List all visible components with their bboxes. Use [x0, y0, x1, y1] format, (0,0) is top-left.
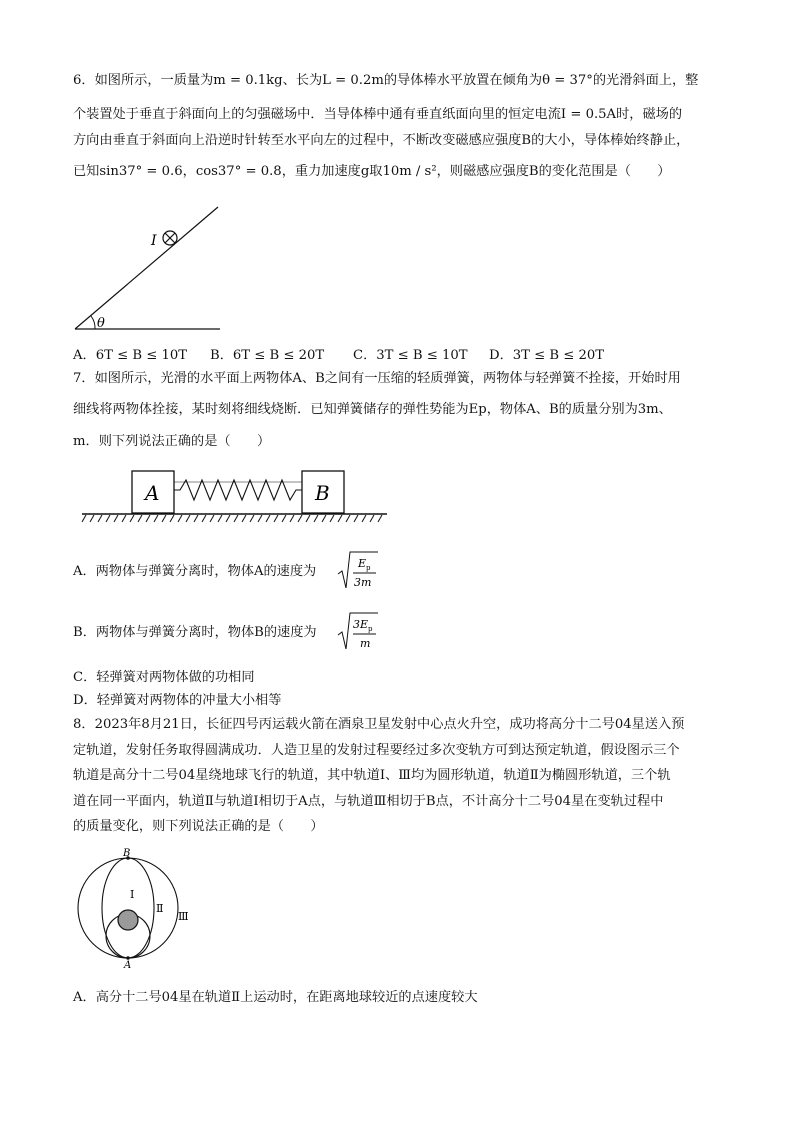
q8-line-3: 轨道是高分十二号04星绕地球飞行的轨道，其中轨道Ⅰ、Ⅲ均为圆形轨道，轨道Ⅱ为椭圆形轨道，三个轨	[73, 768, 671, 783]
q8-line-5: 的质量变化，则下列说法正确的是（ ）	[73, 819, 324, 834]
block-b-label: B	[315, 481, 330, 505]
q7-option-c: C．轻弹簧对两物体做的功相同	[73, 670, 255, 685]
q6-option-d: D．3T ≤ B ≤ 20T	[489, 348, 605, 363]
q7-a-subscript: p	[366, 564, 371, 572]
q8-line-2: 定轨道，发射任务取得圆满成功．人造卫星的发射过程要经过多次变轨方可到达预定轨道，假设图示三个	[73, 743, 680, 758]
block-a-label: A	[145, 481, 160, 505]
q6-option-b: B．6T ≤ B ≤ 20T	[210, 348, 325, 363]
q7-b-numerator: 3E	[353, 618, 369, 631]
orbit-3-label: Ⅲ	[178, 910, 189, 923]
orbit-1-label: Ⅰ	[130, 888, 135, 901]
q7-b-denominator: m	[360, 637, 371, 650]
current-into-page-icon	[163, 231, 177, 245]
point-b-label: B	[123, 848, 131, 859]
orbit-2-ellipse	[102, 858, 154, 958]
q6-current-label: I	[151, 233, 157, 249]
q7-a-numerator: E	[358, 557, 367, 570]
q6-option-a: A．6T ≤ B ≤ 10T	[73, 348, 188, 363]
q7-option-b-formula	[336, 609, 380, 655]
q8-line-1: 8．2023年8月21日，长征四号丙运载火箭在酒泉卫星发射中心点火升空，成功将高分十二号04星送入预	[73, 717, 685, 732]
q7-line-1: 7．如图所示，光滑的水平面上两物体A、B之间有一压缩的轻质弹簧，两物体与轻弹簧不拴接，开始时用	[73, 371, 681, 386]
q7-option-a: A．两物体与弹簧分离时，物体A的速度为	[73, 564, 317, 579]
q7-line-3: m．则下列说法正确的是（ ）	[73, 434, 271, 449]
orbit-2-label: Ⅱ	[156, 902, 164, 915]
q6-line-2: 个装置处于垂直于斜面向上的匀强磁场中．当导体棒中通有垂直纸面向里的恒定电流I = 0.5A时，磁场的	[73, 107, 683, 122]
q6-options	[73, 344, 604, 363]
earth-icon	[118, 910, 138, 930]
q6-incline-figure	[70, 205, 230, 335]
q7-option-d: D．轻弹簧对两物体的冲量大小相等	[73, 693, 282, 708]
q6-line-4: 已知sin37° = 0.6，cos37° = 0.8，重力加速度g取10m / s²，则磁感应强度B的变化范围是（ ）	[73, 164, 671, 179]
q8-option-a: A．高分十二号04星在轨道Ⅱ上运动时，在距离地球较近的点速度较大	[73, 990, 478, 1005]
q7-b-subscript: p	[368, 625, 373, 633]
point-a-label: A	[124, 960, 132, 971]
q6-angle-label: θ	[97, 316, 105, 331]
q7-line-2: 细线将两物体拴接，某时刻将细线烧断．已知弹簧储存的弹性势能为Ep，物体A、B的质量分别为3m、	[73, 402, 672, 417]
q7-spring-figure	[82, 466, 392, 536]
spring	[174, 480, 302, 500]
q6-line-3: 方向由垂直于斜面向上沿逆时针转至水平向左的过程中，不断改变磁感应强度B的大小，导体棒始终静止，	[73, 133, 690, 148]
q7-a-denominator: 3m	[354, 576, 372, 589]
q6-option-c: C．3T ≤ B ≤ 10T	[353, 348, 468, 363]
q8-orbit-figure	[70, 848, 200, 971]
q7-option-b: B．两物体与弹簧分离时，物体B的速度为	[73, 625, 317, 640]
q7-option-a-formula	[336, 548, 380, 594]
q8-line-4: 道在同一平面内，轨道Ⅱ与轨道Ⅰ相切于A点，与轨道Ⅲ相切于B点，不计高分十二号04星在变轨过程中	[73, 794, 664, 809]
q6-line-1: 6．如图所示，一质量为m = 0.1kg、长为L = 0.2m的导体棒水平放置在倾角为θ = 37°的光滑斜面上，整	[73, 73, 699, 88]
